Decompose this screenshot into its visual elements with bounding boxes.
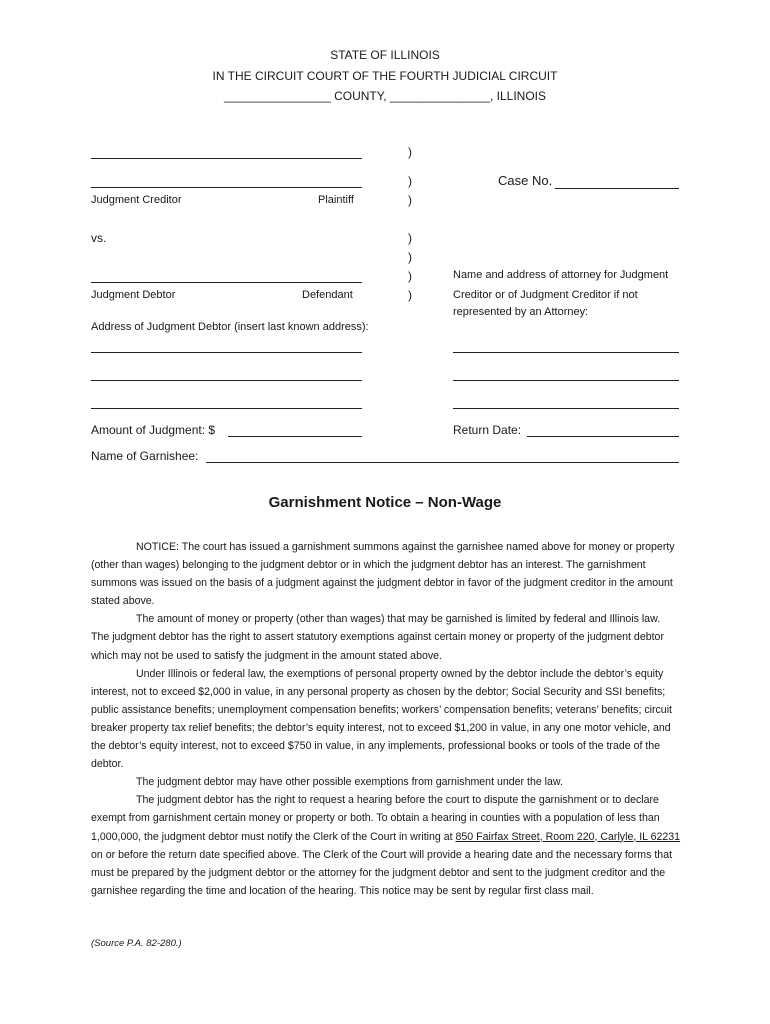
court-circuit-heading: IN THE CIRCUIT COURT OF THE FOURTH JUDICIAL CIRCUIT bbox=[212, 69, 558, 83]
judgment-creditor-line-2[interactable] bbox=[91, 187, 362, 188]
court-state-heading: STATE OF ILLINOIS bbox=[330, 48, 440, 62]
judgment-debtor-label: Judgment Debtor bbox=[91, 289, 176, 301]
caption-paren: ) bbox=[408, 269, 412, 283]
return-date-label: Return Date: bbox=[453, 423, 522, 437]
attorney-label-line-3: represented by an Attorney: bbox=[453, 306, 589, 318]
notice-paragraph-4: The judgment debtor may have other possible exemptions from garnishment under the law. bbox=[136, 776, 563, 789]
vs-label: vs. bbox=[91, 231, 107, 245]
notice-paragraph-3: Under Illinois or federal law, the exemptions of personal property owned by the debtor include the debtor’s equity interest, not to exceed $2,000 in value, in any personal property as chosen by the debtor; Social Security and SSI benefits; public assistance benefits; unemployment compensation benefits; workers’ compensation benefits; veterans’ benefits; circuit breaker property tax relief benefits; the debtor’s equity interest, not to exceed $1,200 in value, in any one motor vehicle, and the debtor’s equity interest, not to exceed $750 in value, in any implements, professional books or tools of the trade of the debtor. bbox=[91, 667, 672, 771]
caption-paren: ) bbox=[408, 231, 412, 245]
plaintiff-label: Plaintiff bbox=[318, 194, 354, 206]
debtor-address-line-3[interactable] bbox=[91, 408, 362, 409]
judgment-creditor-label: Judgment Creditor bbox=[91, 194, 182, 206]
caption-paren: ) bbox=[408, 174, 412, 188]
case-no-field[interactable] bbox=[555, 188, 679, 189]
caption-paren: ) bbox=[408, 145, 412, 159]
notice-paragraph-2: The amount of money or property (other than wages) that may be garnished is limited by federal and Illinois law. The judgment debtor has the right to assert statutory exemptions against certain money or property of the judgment debtor which may not be used to satisfy the judgment in the amount stated above. bbox=[91, 613, 664, 662]
defendant-label: Defendant bbox=[302, 289, 353, 301]
attorney-address-line-3[interactable] bbox=[453, 408, 679, 409]
case-no-label: Case No. bbox=[498, 173, 553, 188]
notice-body bbox=[91, 538, 681, 900]
notice-title: Garnishment Notice – Non-Wage bbox=[268, 494, 502, 511]
caption-paren: ) bbox=[408, 288, 412, 302]
garnishee-label: Name of Garnishee: bbox=[91, 449, 199, 463]
clerk-address-link: 850 Fairfax Street, Room 220, Carlyle, IL 62231 bbox=[455, 830, 681, 843]
amount-of-judgment-field[interactable] bbox=[228, 436, 362, 437]
notice-paragraph-5-text-a: The judgment debtor has the right to request a hearing before the court to dispute the garnishment or to declare exempt from garnishment certain money or property or both. To obtain a hearing in counties with a population of less than 1,000,000, the judgment debtor must notify the Clerk of the Court in writing at bbox=[91, 794, 660, 843]
debtor-address-line-2[interactable] bbox=[91, 380, 362, 381]
judgment-debtor-line[interactable] bbox=[91, 282, 362, 283]
debtor-address-line-1[interactable] bbox=[91, 352, 362, 353]
notice-paragraph-5-text-b: on or before the return date specified above. The Clerk of the Court will provide a hearing date and the necessary forms that must be prepared by the judgment debtor or the attorney for the judgment debtor and sent to the judgment creditor and the garnishee regarding the time and location of the hearing. This notice may be sent by regular first class mail. bbox=[91, 848, 673, 897]
notice-paragraph-1: NOTICE: The court has issued a garnishment summons against the garnishee named above for money or property (other than wages) belonging to the judgment debtor or in which the judgment debtor has an interest. The garnishment summons was issued on the basis of a judgment against the judgment debtor in favor of the judgment creditor in the amount stated above. bbox=[91, 541, 675, 608]
return-date-field[interactable] bbox=[527, 436, 679, 437]
notice-paragraph-5 bbox=[91, 791, 681, 900]
judgment-creditor-line-1[interactable] bbox=[91, 158, 362, 159]
caption-paren: ) bbox=[408, 193, 412, 207]
caption-paren: ) bbox=[408, 250, 412, 264]
debtor-address-label: Address of Judgment Debtor (insert last known address): bbox=[91, 321, 369, 333]
attorney-address-line-2[interactable] bbox=[453, 380, 679, 381]
county-heading: ________________ COUNTY, _______________, ILLINOIS bbox=[223, 89, 547, 103]
attorney-label-line-2: Creditor or of Judgment Creditor if not bbox=[453, 289, 638, 301]
attorney-address-line-1[interactable] bbox=[453, 352, 679, 353]
source-citation: (Source P.A. 82-280.) bbox=[91, 938, 182, 949]
amount-of-judgment-label: Amount of Judgment: $ bbox=[91, 423, 216, 437]
attorney-label-line-1: Name and address of attorney for Judgment bbox=[453, 269, 669, 281]
garnishee-name-field[interactable] bbox=[206, 462, 679, 463]
